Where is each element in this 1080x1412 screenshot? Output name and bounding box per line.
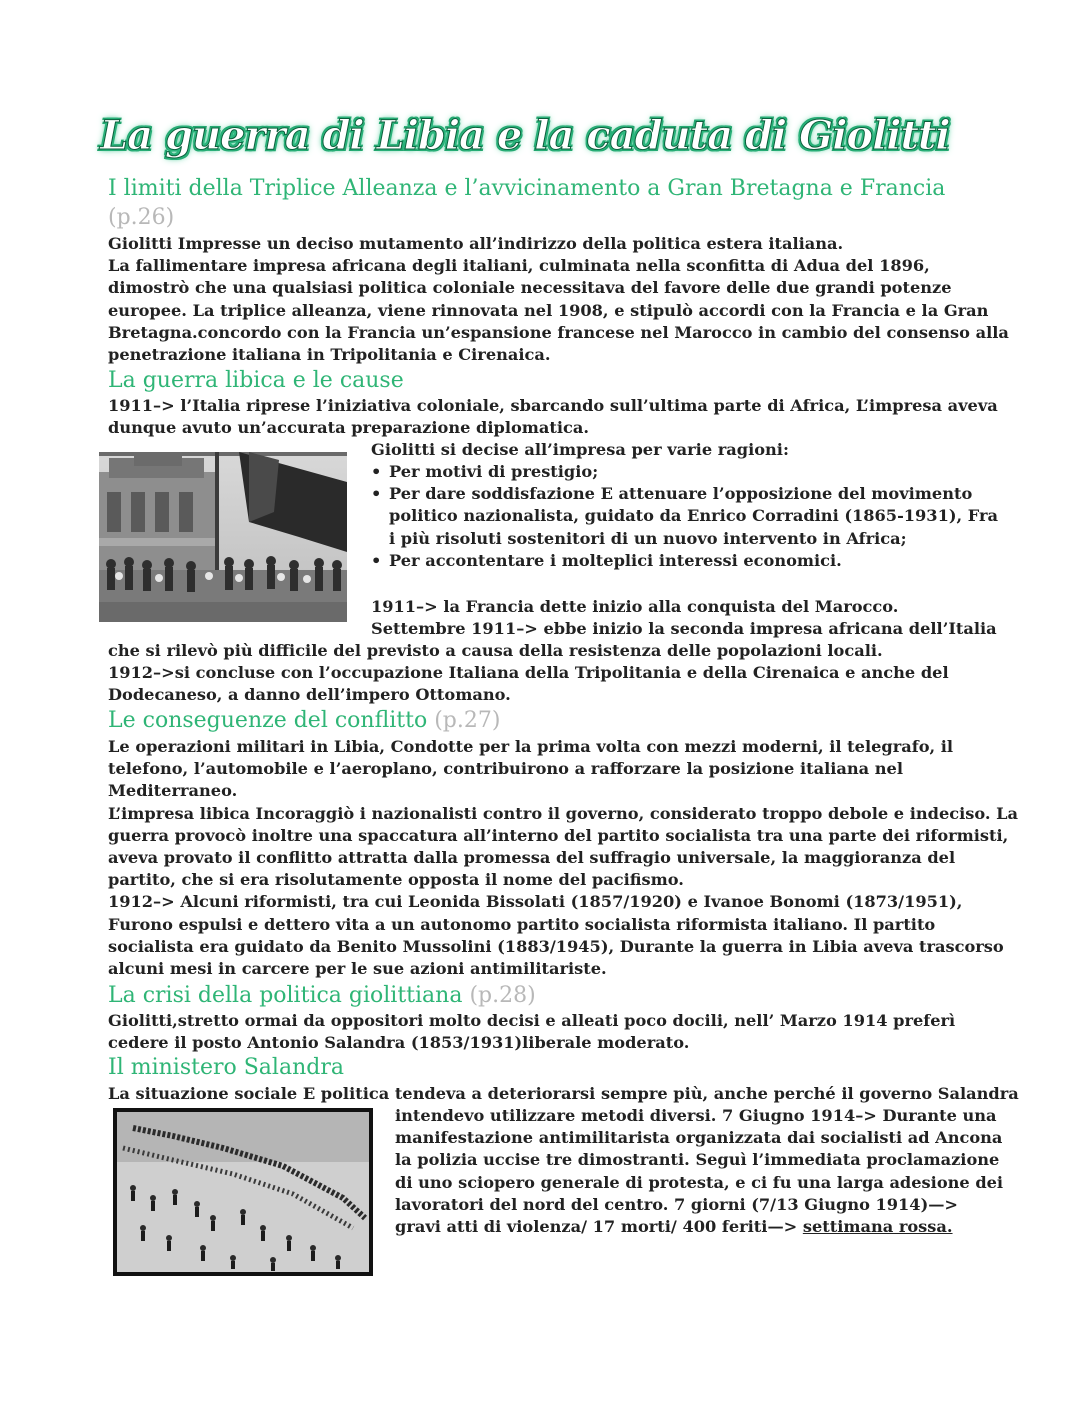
paragraph-crisi bbox=[108, 1010, 955, 1054]
photo-flag-raising-tripoli bbox=[99, 452, 347, 622]
text-line: Le operazioni militari in Libia, Condotte per la prima volta con mezzi moderni, il telegrafo, il bbox=[108, 737, 954, 756]
text-line: dimostrò che una qualsiasi politica coloniale necessitava del favore delle due grandi potenze bbox=[108, 278, 952, 298]
paragraph-salandra bbox=[395, 1105, 1003, 1238]
heading-triplice-alleanza: I limiti della Triplice Alleanza e l’avvicinamento a Gran Bretagna e Francia bbox=[108, 176, 946, 201]
page-ref-26: (p.26) bbox=[108, 205, 175, 230]
text-line: Mediterraneo. bbox=[108, 781, 238, 801]
paragraph-conseguenze bbox=[108, 736, 1018, 980]
photo-settimana-rossa-crowd bbox=[113, 1108, 373, 1276]
page-ref-28: (p.28) bbox=[469, 983, 536, 1008]
text-line: La fallimentare impresa africana degli italiani, culminata nella sconfitta di Adua del 1896, bbox=[108, 256, 930, 276]
text-line: intendevo utilizzare metodi diversi. 7 Giugno 1914–> Durante una bbox=[395, 1106, 997, 1125]
paragraph-guerra-bottom bbox=[108, 640, 949, 707]
list-item: • Per motivi di prestigio; bbox=[371, 462, 599, 481]
text-line: guerra provocò inoltre una spaccatura all’interno del partito socialista tra una parte dei riformisti, bbox=[108, 825, 1009, 845]
heading-conseguenze: Le conseguenze del conflitto (p.27) bbox=[108, 708, 501, 733]
text-line: aveva provato il conflitto attratta dalla promessa del suffragio universale, la maggioranza del bbox=[108, 848, 956, 868]
text-line: la polizia uccise tre dimostranti. Seguì l’immediata proclamazione bbox=[395, 1150, 1000, 1170]
text-line: che si rilevò più difficile del previsto a causa della resistenza delle popolazioni locali. bbox=[108, 641, 883, 660]
page-title: La guerra di Libia e la caduta di Giolitti bbox=[100, 112, 950, 159]
causes-list bbox=[369, 461, 998, 572]
text-line: partito, che si era risolutamente opposta il nome del pacifismo. bbox=[108, 870, 684, 890]
heading-ministero-salandra: Il ministero Salandra bbox=[108, 1055, 344, 1080]
text-line: lavoratori del nord del centro. 7 giorni (7/13 Giugno 1914)—> bbox=[395, 1194, 958, 1214]
text-line: 1912–>si concluse con l’occupazione Italiana della Tripolitania e della Cirenaica e anche del bbox=[108, 663, 949, 683]
text-line: cedere il posto Antonio Salandra (1853/1931)liberale moderato. bbox=[108, 1033, 690, 1053]
text-line: telefono, l’automobile e l’aeroplano, contribuirono a rafforzare la posizione italiana nel bbox=[108, 759, 903, 779]
salandra-first-line: La situazione sociale E politica tendeva a deteriorarsi sempre più, anche perché il governo Salandra bbox=[108, 1084, 1019, 1103]
text-line: 1911–> l’Italia riprese l’iniziativa coloniale, sbarcando sull’ultima parte di Africa, L’impresa aveva bbox=[108, 396, 998, 415]
text-line: Furono espulsi e dettero vita a un autonomo partito socialista riformista italiano. Il partito bbox=[108, 914, 936, 934]
text-line: gravi atti di violenza/ 17 morti/ 400 feriti—> settimana rossa. bbox=[395, 1217, 953, 1237]
list-item: • Per accontentare i molteplici interessi economici. bbox=[371, 550, 842, 570]
text-line: Dodecaneso, a danno dell’impero Ottomano. bbox=[108, 685, 511, 705]
text-line: Bretagna.concordo con la Francia un’espansione francese nel Marocco in cambio del consenso alla bbox=[108, 322, 1009, 342]
text-line: penetrazione italiana in Tripolitania e Cirenaica. bbox=[108, 345, 551, 365]
text-line: Settembre 1911–> ebbe inizio la seconda impresa africana dell’Italia bbox=[371, 619, 997, 639]
settimana-rossa-term: settimana rossa. bbox=[802, 1217, 953, 1237]
text-line: manifestazione antimilitarista organizzata dai socialisti ad Ancona bbox=[395, 1128, 1003, 1148]
page-ref-27: (p.27) bbox=[434, 708, 501, 733]
text-line: di uno sciopero generale di protesta, e ci fu una larga adesione dei bbox=[395, 1172, 1004, 1192]
text-line: dunque avuto un’accurata preparazione diplomatica. bbox=[108, 418, 589, 438]
text-line: 1911–> la Francia dette inizio alla conquista del Marocco. bbox=[371, 597, 899, 616]
text-line: Giolitti,stretto ormai da oppositori molto decisi e alleati poco docili, nell’ Marzo 1914 preferì bbox=[108, 1011, 956, 1030]
paragraph-triplice bbox=[108, 233, 1009, 366]
causes-intro: Giolitti si decise all’impresa per varie ragioni: bbox=[371, 440, 789, 459]
paragraph-guerra-side bbox=[371, 596, 997, 640]
list-item: • Per dare soddisfazione E attenuare l’opposizione del movimento politico nazionalista, guidato da Enrico Corradini (1865-1931), Fra i più risoluti sostenitori di un nuovo intervento in Africa; bbox=[371, 484, 998, 548]
text-line: Giolitti Impresse un deciso mutamento all’indirizzo della politica estera italiana. bbox=[108, 234, 844, 253]
heading-guerra-libica: La guerra libica e le cause bbox=[108, 368, 404, 393]
paragraph-guerra-libica-intro bbox=[108, 395, 998, 439]
text-line: europee. La triplice alleanza, viene rinnovata nel 1908, e stipulò accordi con la Francia e la Gran bbox=[108, 300, 989, 320]
text-line: 1912–> Alcuni riformisti, tra cui Leonida Bissolati (1857/1920) e Ivanoe Bonomi (1873/1951), bbox=[108, 892, 963, 912]
text-line: alcuni mesi in carcere per le sue azioni antimilitariste. bbox=[108, 959, 607, 979]
text-line: socialista era guidato da Benito Mussolini (1883/1945), Durante la guerra in Libia aveva trascorso bbox=[108, 936, 1004, 956]
text-line: L’impresa libica Incoraggiò i nazionalisti contro il governo, considerato troppo debole e indeciso. La bbox=[108, 803, 1019, 823]
heading-crisi-giolittiana: La crisi della politica giolittiana (p.28) bbox=[108, 983, 536, 1008]
